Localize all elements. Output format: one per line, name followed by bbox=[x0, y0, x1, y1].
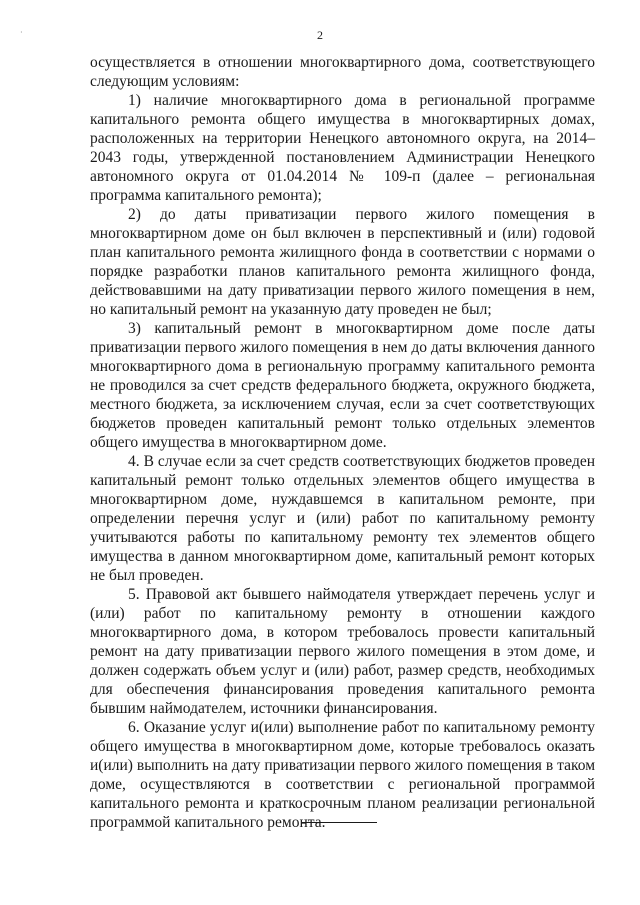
paragraph-condition-2: 2) до даты приватизации первого жилого помещения в многоквартирном доме он был включен в перспективный и (или) годовой план капитального ремонта жилищного фонда в соответствии с нормами о порядке разработки планов капитального ремонта жилищного фонда, действовавшими на дату приватизации первого жилого помещения в нем, но капитальный ремонт на указанную дату проведен не был; bbox=[90, 206, 595, 318]
end-of-document-rule bbox=[302, 822, 377, 823]
paragraph-item-6: 6. Оказание услуг и(или) выполнение работ по капитальному ремонту общего имущества в многоквартирном доме, которые требовалось оказать и(или) выполнить на дату приватизации первого жилого помещения в таком доме, осуществляются в соответствии с региональной программой капитального ремонта и краткосрочным планом реализации региональной программой капитального ремонта. bbox=[90, 719, 595, 831]
page-number: 2 bbox=[317, 28, 323, 42]
paragraph-continuation: осуществляется в отношении многоквартирного дома, соответствующего следующим условиям: bbox=[90, 54, 595, 90]
document-body bbox=[90, 53, 595, 832]
scan-artifact-mark: · bbox=[20, 28, 23, 37]
paragraph-item-5: 5. Правовой акт бывшего наймодателя утверждает перечень услуг и (или) работ по капитальному ремонту в отношении каждого многоквартирного дома, в котором требовалось провести капитальный ремонт на дату приватизации первого жилого помещения в этом доме, и должен содержать объем услуг и (или) работ, размер средств, необходимых для обеспечения финансирования проведения капитального ремонта бывшим наймодателем, источники финансирования. bbox=[90, 586, 595, 717]
paragraph-item-4: 4. В случае если за счет средств соответствующих бюджетов проведен капитальный ремонт только отдельных элементов общего имущества в многоквартирном доме, нуждавшемся в капитальном ремонте, при определении перечня услуг и (или) работ по капитальному ремонту учитываются работы по капитальному ремонту тех элементов общего имущества в данном многоквартирном доме, капитальный ремонт которых не был проведен. bbox=[90, 453, 595, 584]
paragraph-condition-1: 1) наличие многоквартирного дома в региональной программе капитального ремонта общего имущества в многоквартирных домах, расположенных на территории Ненецкого автономного округа, на 2014–2043 годы, утвержденной постановлением Администрации Ненецкого автономного округа от 01.04.2014 № 109-п (далее – региональная программа капитального ремонта); bbox=[90, 92, 595, 204]
paragraph-condition-3: 3) капитальный ремонт в многоквартирном доме после даты приватизации первого жилого помещения в нем до даты включения данного многоквартирного дома в региональную программу капитального ремонта не проводился за счет средств федерального бюджета, окружного бюджета, местного бюджета, за исключением случая, если за счет соответствующих бюджетов проведен капитальный ремонт только отдельных элементов общего имущества в многоквартирном доме. bbox=[90, 320, 595, 451]
